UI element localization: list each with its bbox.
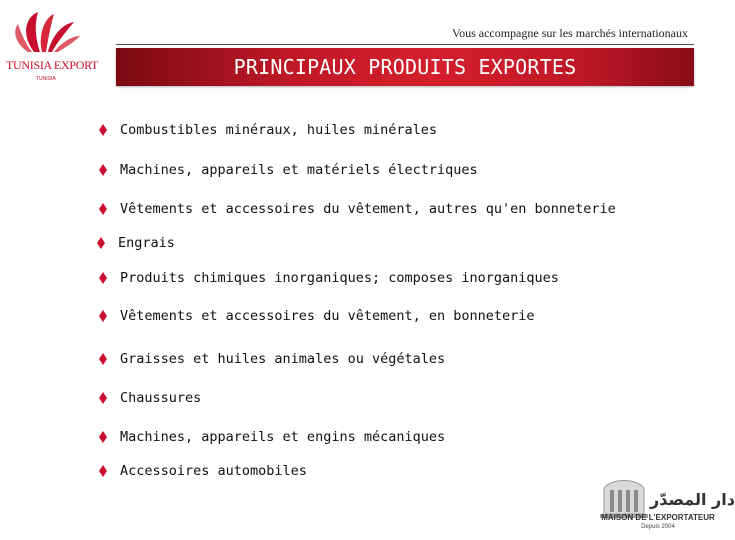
list-item-label: Vêtements et accessoires du vêtement, autres qu'en bonneterie	[120, 201, 616, 217]
list-item	[96, 461, 307, 481]
list-item	[96, 120, 437, 140]
tunisia-export-logo	[4, 6, 99, 82]
list-item-label: Vêtements et accessoires du vêtement, en bonneterie	[120, 308, 535, 324]
list-item	[96, 160, 478, 180]
diamond-bullet-icon	[96, 163, 110, 177]
footer-arabic-name: دار المصدّر	[650, 490, 735, 509]
tagline: Vous accompagne sur les marchés internationaux	[451, 26, 688, 40]
diamond-bullet-icon	[96, 430, 110, 444]
header-divider	[116, 44, 694, 45]
diamond-bullet-icon	[96, 352, 110, 366]
list-item-label: Machines, appareils et engins mécaniques	[120, 429, 446, 445]
logo-subtext: TUNISIA	[36, 76, 56, 82]
diamond-bullet-icon	[96, 271, 110, 285]
list-item-label: Chaussures	[120, 390, 202, 406]
list-item-label: Combustibles minéraux, huiles minérales	[120, 122, 437, 138]
footer-since: Depuis 2004	[641, 524, 675, 530]
list-item-label: Produits chimiques inorganiques; composes inorganiques	[120, 270, 559, 286]
diamond-bullet-icon	[96, 464, 110, 478]
list-item	[96, 268, 559, 288]
diamond-bullet-icon	[94, 236, 108, 250]
diamond-bullet-icon	[96, 391, 110, 405]
diamond-bullet-icon	[96, 202, 110, 216]
list-item-label: Accessoires automobiles	[120, 463, 307, 479]
logo-text: TUNISIA EXPORT	[6, 58, 99, 72]
list-item	[96, 388, 201, 408]
list-item	[94, 233, 175, 253]
list-item-label: Graisses et huiles animales ou végétales	[120, 351, 446, 367]
list-item	[96, 427, 445, 447]
list-item-label: Machines, appareils et matériels électriques	[120, 162, 478, 178]
page-title: PRINCIPAUX PRODUITS EXPORTES	[233, 55, 577, 79]
list-item	[96, 306, 535, 326]
diamond-bullet-icon	[96, 309, 110, 323]
title-banner	[116, 48, 694, 86]
logo-petals-icon	[4, 6, 88, 66]
list-item	[96, 349, 445, 369]
list-item-label: Engrais	[118, 235, 175, 251]
footer-name: MAISON DE L'EXPORTATEUR	[601, 513, 715, 522]
diamond-bullet-icon	[96, 123, 110, 137]
list-item	[96, 199, 616, 219]
